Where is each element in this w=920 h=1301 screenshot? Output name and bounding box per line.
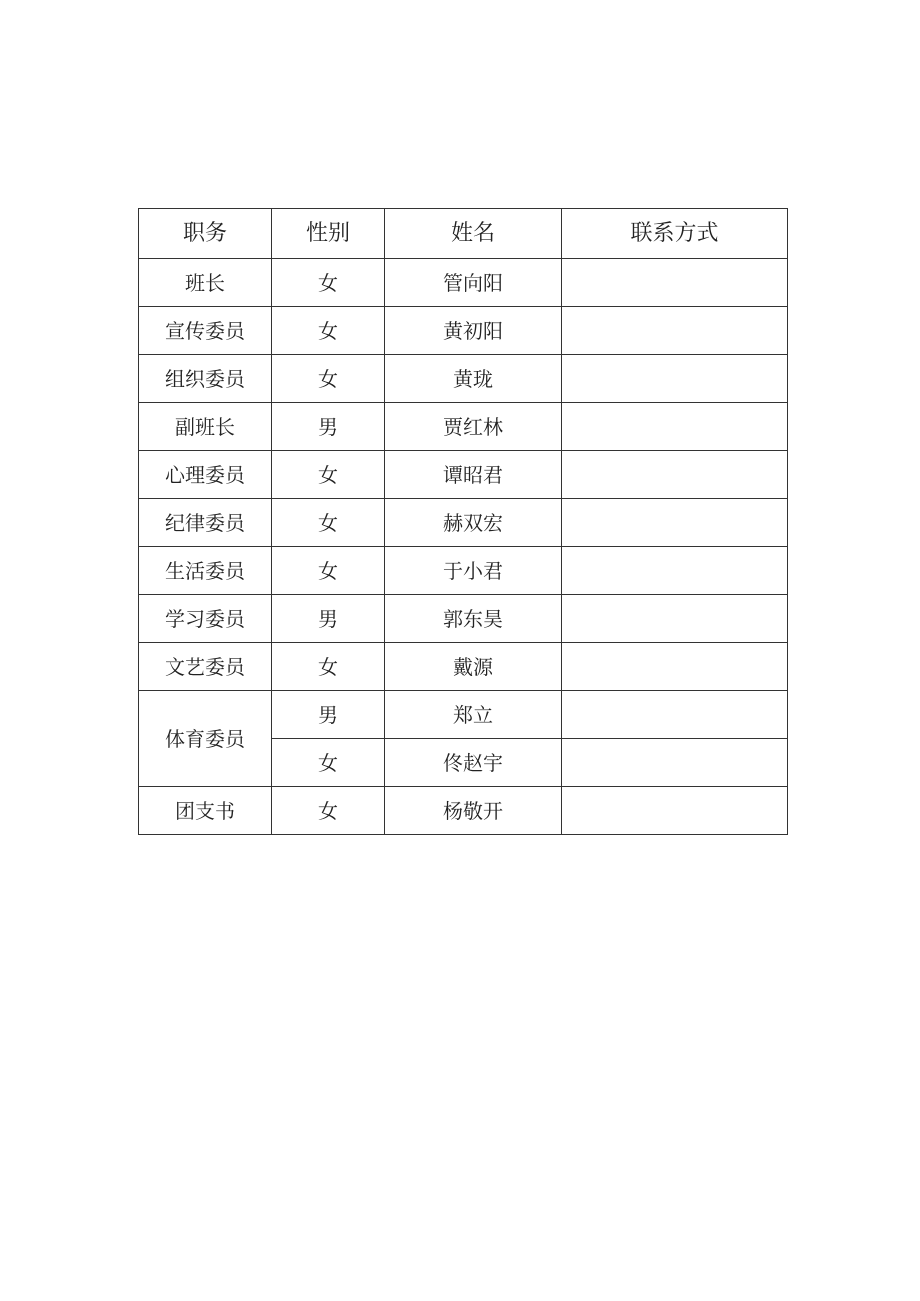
class-officer-table <box>138 208 788 835</box>
cell-contact <box>562 691 788 739</box>
cell-gender: 女 <box>272 547 385 595</box>
cell-gender: 女 <box>272 499 385 547</box>
cell-role-merged: 体育委员 <box>139 691 272 787</box>
cell-gender: 女 <box>272 787 385 835</box>
table-row <box>139 595 788 643</box>
table-row <box>139 355 788 403</box>
cell-contact <box>562 355 788 403</box>
table-row <box>139 499 788 547</box>
table-header-row <box>139 209 788 259</box>
cell-gender: 女 <box>272 451 385 499</box>
cell-name: 贾红林 <box>385 403 562 451</box>
cell-name: 管向阳 <box>385 259 562 307</box>
cell-role: 组织委员 <box>139 355 272 403</box>
cell-role: 团支书 <box>139 787 272 835</box>
cell-role: 生活委员 <box>139 547 272 595</box>
cell-name: 杨敬开 <box>385 787 562 835</box>
cell-name: 黄珑 <box>385 355 562 403</box>
table-row <box>139 403 788 451</box>
cell-contact <box>562 643 788 691</box>
cell-contact <box>562 739 788 787</box>
cell-gender: 女 <box>272 307 385 355</box>
cell-contact <box>562 307 788 355</box>
cell-contact <box>562 451 788 499</box>
cell-name: 赫双宏 <box>385 499 562 547</box>
cell-contact <box>562 547 788 595</box>
cell-contact <box>562 787 788 835</box>
cell-contact <box>562 499 788 547</box>
cell-name: 黄初阳 <box>385 307 562 355</box>
table-row <box>139 691 788 739</box>
cell-name: 于小君 <box>385 547 562 595</box>
cell-role: 纪律委员 <box>139 499 272 547</box>
cell-gender: 女 <box>272 739 385 787</box>
cell-contact <box>562 595 788 643</box>
cell-role: 心理委员 <box>139 451 272 499</box>
table-row <box>139 787 788 835</box>
table-row <box>139 547 788 595</box>
cell-name: 谭昭君 <box>385 451 562 499</box>
header-gender: 性别 <box>272 209 385 259</box>
cell-role: 副班长 <box>139 403 272 451</box>
cell-name: 佟赵宇 <box>385 739 562 787</box>
cell-contact <box>562 403 788 451</box>
cell-role: 宣传委员 <box>139 307 272 355</box>
table-row <box>139 259 788 307</box>
table-row <box>139 643 788 691</box>
cell-gender: 女 <box>272 643 385 691</box>
cell-gender: 女 <box>272 355 385 403</box>
cell-name: 戴源 <box>385 643 562 691</box>
cell-role: 学习委员 <box>139 595 272 643</box>
cell-name: 郑立 <box>385 691 562 739</box>
cell-gender: 男 <box>272 595 385 643</box>
cell-gender: 女 <box>272 259 385 307</box>
cell-gender: 男 <box>272 691 385 739</box>
header-contact: 联系方式 <box>562 209 788 259</box>
cell-name: 郭东昊 <box>385 595 562 643</box>
cell-role: 班长 <box>139 259 272 307</box>
table-row <box>139 307 788 355</box>
cell-gender: 男 <box>272 403 385 451</box>
cell-role: 文艺委员 <box>139 643 272 691</box>
cell-contact <box>562 259 788 307</box>
header-name: 姓名 <box>385 209 562 259</box>
table-row <box>139 451 788 499</box>
header-role: 职务 <box>139 209 272 259</box>
